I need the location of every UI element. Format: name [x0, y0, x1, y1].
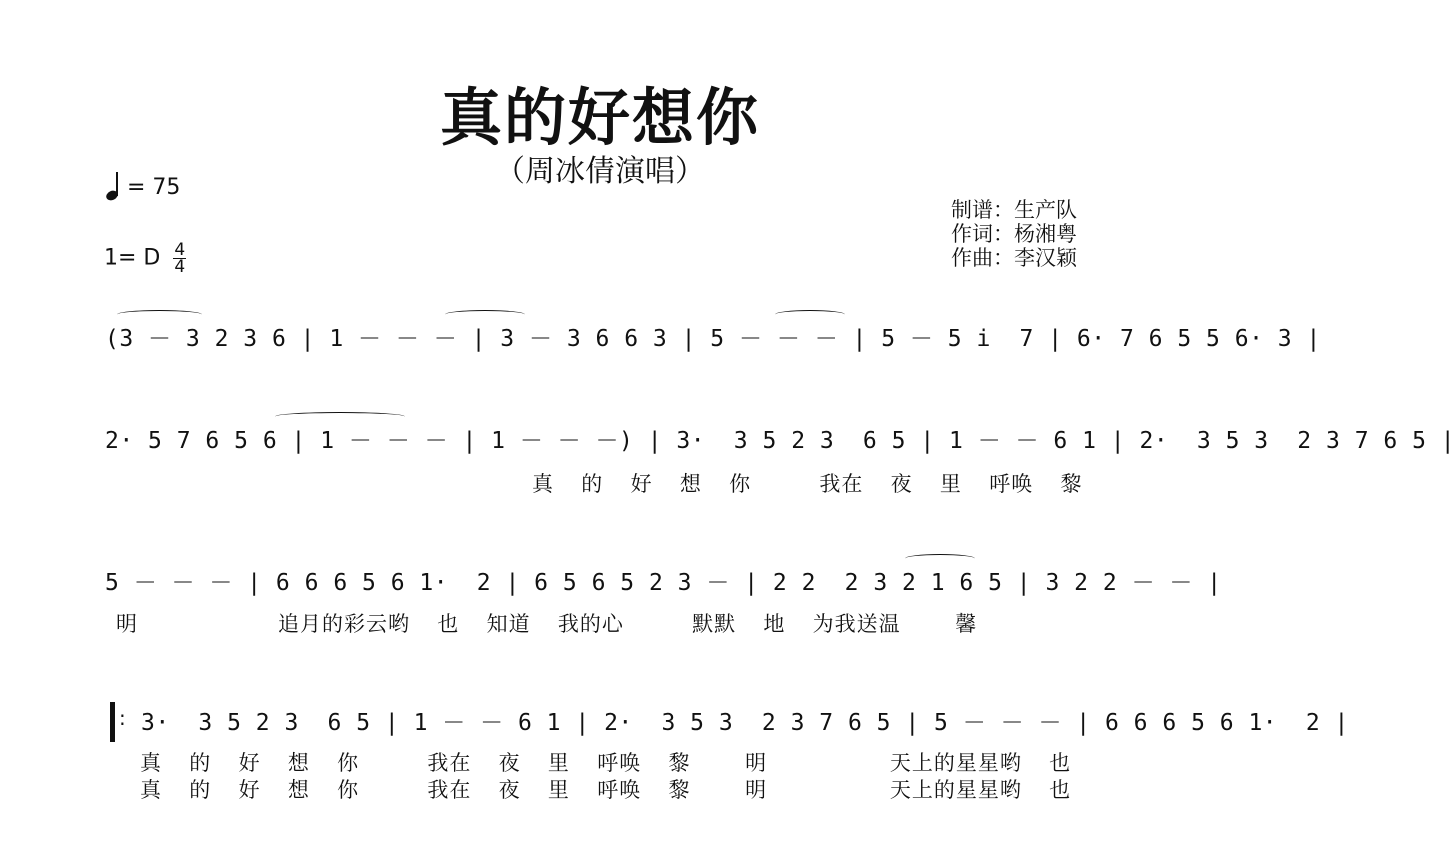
credits-block	[951, 198, 1077, 270]
slur-mark	[275, 412, 405, 421]
lyrics-line-3: 追月的彩云哟 也 知道 我的心 默默 地 为我送温 馨	[278, 612, 978, 636]
slur-mark	[905, 554, 975, 563]
credit-lyricist: 作词：杨湘粤	[951, 222, 1077, 246]
notation-line-3: 5 － － － | 6 6 6 5 6 1· 2 | 6 5 6 5 2 3 － | 2 2 2 3 2 1 6 5 | 3 2 2 － － |	[105, 570, 1222, 596]
repeat-dots: :	[119, 706, 126, 730]
quarter-note-icon	[104, 172, 120, 202]
notation-line-1: (3 － 3 2 3 6 | 1 － － － | 3 － 3 6 6 3 | 5 － － － | 5 － 5 i 7 | 6· 7 6 5 5 6· 3 |	[105, 326, 1321, 352]
lyrics-line-4-verse-2: 真 的 好 想 你 我在 夜 里 呼唤 黎 明 天上的星星哟 也	[140, 778, 1072, 802]
tempo-marking	[104, 172, 180, 202]
slur-mark	[117, 310, 202, 319]
lyrics-line-3-start: 明	[116, 612, 138, 636]
slur-mark	[775, 310, 845, 319]
credit-composer: 作曲：李汉颖	[951, 246, 1077, 270]
score-line-2	[105, 426, 1455, 470]
lyrics-line-2: 真 的 好 想 你 我在 夜 里 呼唤 黎	[532, 472, 1083, 496]
score-line-1	[105, 324, 1321, 368]
song-subtitle: （周冰倩演唱）	[495, 154, 705, 189]
lyrics-line-4-verse-1: 真 的 好 想 你 我在 夜 里 呼唤 黎 明 天上的星星哟 也	[140, 751, 1072, 775]
slur-mark	[445, 310, 525, 319]
notation-line-2: 2· 5 7 6 5 6 | 1 － － － | 1 － － －) | 3· 3 5 2 3 6 5 | 1 － － 6 1 | 2· 3 5 3 2 3 7 6 5 |	[105, 428, 1455, 454]
score-line-3	[105, 568, 1222, 612]
credit-transcriber: 制谱：生产队	[951, 198, 1077, 222]
score-line-4	[105, 706, 1349, 752]
time-signature	[173, 242, 186, 275]
time-signature-denominator: 4	[174, 257, 186, 277]
song-title: 真的好想你	[439, 81, 760, 154]
repeat-start-bar	[110, 702, 115, 742]
key-signature	[104, 242, 186, 275]
tempo-value: = 75	[127, 175, 181, 200]
key-label: 1= D	[104, 245, 161, 271]
notation-line-4: 3· 3 5 2 3 6 5 | 1 － － 6 1 | 2· 3 5 3 2 3 7 6 5 | 5 － － － | 6 6 6 5 6 1· 2 |	[141, 710, 1349, 736]
time-signature-numerator: 4	[174, 240, 186, 260]
